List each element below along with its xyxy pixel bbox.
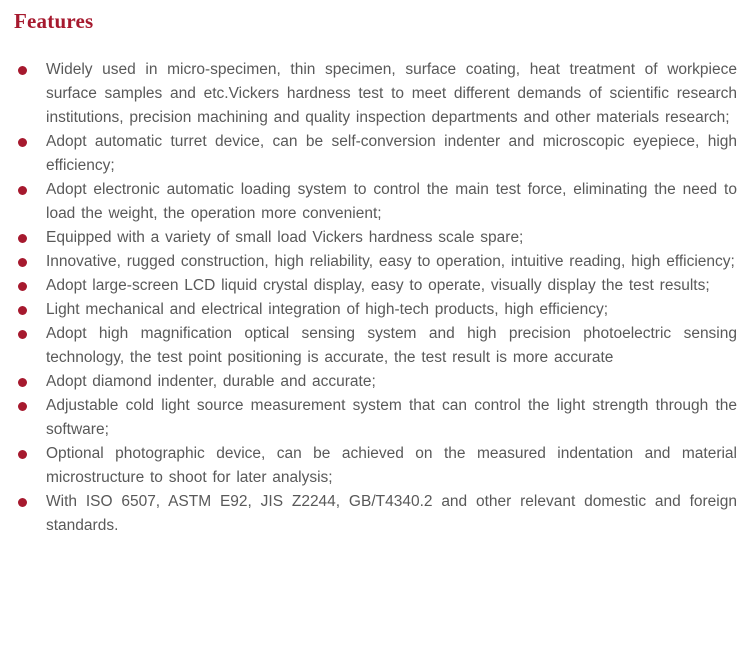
- feature-text: Adopt high magnification optical sensing system and high precision photoelectric sensing technology, the test point positioning is accurate, the test result is more accurate: [46, 325, 737, 366]
- list-item: [46, 226, 737, 250]
- list-item: [46, 274, 737, 298]
- list-item: [46, 58, 737, 130]
- bullet-icon: [18, 402, 27, 411]
- page-title: Features: [14, 9, 94, 33]
- list-item: [46, 130, 737, 178]
- feature-text: Adjustable cold light source measurement system that can control the light strength through the software;: [46, 397, 737, 438]
- bullet-icon: [18, 66, 27, 75]
- list-item: [46, 322, 737, 370]
- list-item: [46, 442, 737, 490]
- feature-text: Optional photographic device, can be achieved on the measured indentation and material microstructure to shoot for later analysis;: [46, 445, 737, 486]
- bullet-icon: [18, 450, 27, 459]
- feature-text: Adopt large-screen LCD liquid crystal display, easy to operate, visually display the test results;: [46, 277, 710, 294]
- feature-text: With ISO 6507, ASTM E92, JIS Z2244, GB/T4340.2 and other relevant domestic and foreign standards.: [46, 493, 737, 534]
- feature-text: Adopt diamond indenter, durable and accurate;: [46, 373, 376, 390]
- feature-text: Widely used in micro-specimen, thin specimen, surface coating, heat treatment of workpiece surface samples and etc.Vickers hardness test to meet different demands of scientific research institutions, precision machining and quality inspection departments and other materials research;: [46, 61, 737, 126]
- bullet-icon: [18, 234, 27, 243]
- bullet-icon: [18, 498, 27, 507]
- list-item: [46, 298, 737, 322]
- bullet-icon: [18, 306, 27, 315]
- feature-text: Light mechanical and electrical integration of high-tech products, high efficiency;: [46, 301, 609, 318]
- bullet-icon: [18, 282, 27, 291]
- bullet-icon: [18, 138, 27, 147]
- feature-list: [0, 58, 750, 538]
- feature-text: Equipped with a variety of small load Vickers hardness scale spare;: [46, 229, 524, 246]
- feature-text: Adopt automatic turret device, can be self-conversion indenter and microscopic eyepiece, high efficiency;: [46, 133, 737, 174]
- list-item: [46, 370, 737, 394]
- bullet-icon: [18, 258, 27, 267]
- bullet-icon: [18, 330, 27, 339]
- feature-text: Innovative, rugged construction, high reliability, easy to operation, intuitive reading, high efficiency;: [46, 253, 735, 270]
- list-item: [46, 394, 737, 442]
- list-item: [46, 178, 737, 226]
- list-item: [46, 490, 737, 538]
- feature-text: Adopt electronic automatic loading system to control the main test force, eliminating the need to load the weight, the operation more convenient;: [46, 181, 737, 222]
- list-item: [46, 250, 737, 274]
- bullet-icon: [18, 186, 27, 195]
- bullet-icon: [18, 378, 27, 387]
